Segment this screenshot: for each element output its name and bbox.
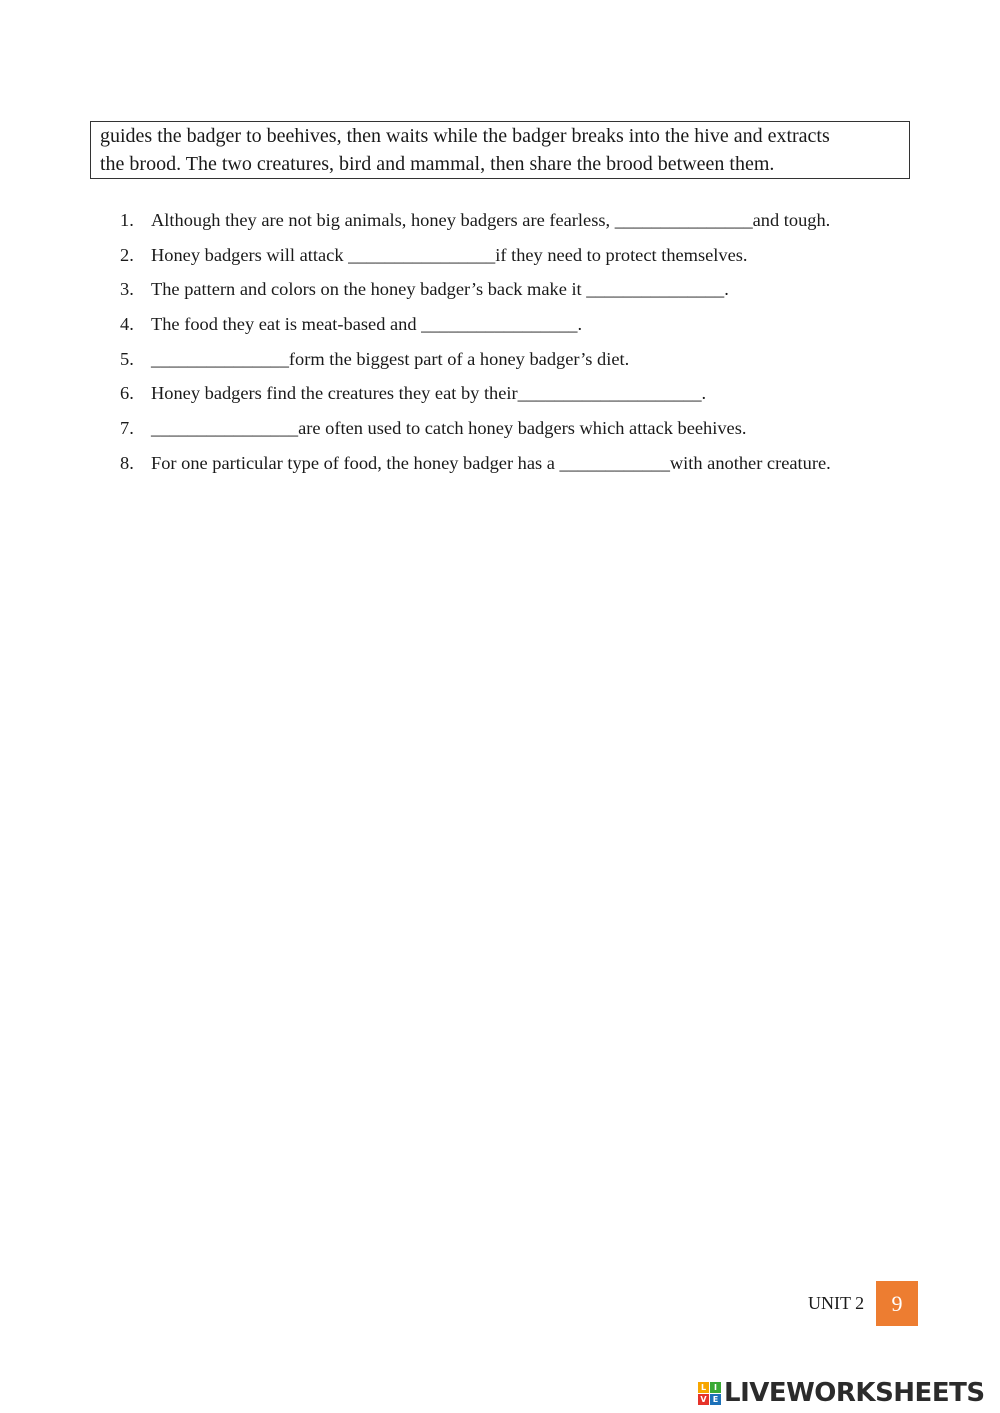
question-text: ________________are often used to catch honey badgers which attack beehives. (151, 418, 747, 439)
logo-mark-icon (698, 1382, 721, 1405)
question-item-5 (120, 342, 910, 377)
question-text: Honey badgers will attack ________________if they need to protect themselves. (151, 244, 748, 265)
question-item-2 (120, 238, 910, 273)
question-text: For one particular type of food, the honey badger has a ____________with another creature. (151, 452, 831, 473)
question-number: 4. (120, 314, 134, 335)
question-item-1 (120, 203, 910, 238)
logo-text: LIVEWORKSHEETS (724, 1378, 985, 1408)
page-number: 9 (891, 1291, 903, 1316)
question-text: _______________form the biggest part of a honey badger’s diet. (151, 348, 630, 369)
logo-mark-letter: I (710, 1382, 721, 1393)
question-number: 5. (120, 348, 134, 369)
passage-box (90, 121, 910, 179)
logo-mark-letter: V (698, 1394, 709, 1405)
question-number: 8. (120, 452, 134, 473)
question-text: The pattern and colors on the honey badger’s back make it _______________. (151, 279, 729, 300)
logo-mark-letter: E (710, 1394, 721, 1405)
page-number-badge (876, 1281, 918, 1326)
question-text: Honey badgers find the creatures they eat by their____________________. (151, 383, 707, 404)
question-item-4 (120, 307, 910, 342)
passage-line-1: guides the badger to beehives, then waits while the badger breaks into the hive and extracts (100, 125, 830, 147)
question-number: 3. (120, 279, 134, 300)
liveworksheets-logo (698, 1378, 985, 1408)
passage-line-2: the brood. The two creatures, bird and mammal, then share the brood between them. (100, 153, 775, 175)
question-text: Although they are not big animals, honey badgers are fearless, _______________and tough. (151, 210, 831, 230)
question-item-6 (120, 376, 910, 411)
question-item-3 (120, 272, 910, 307)
question-text: The food they eat is meat-based and _________________. (151, 314, 583, 335)
question-item-8 (120, 446, 910, 481)
question-item-7 (120, 411, 910, 446)
question-list (120, 203, 910, 481)
unit-label: UNIT 2 (808, 1293, 865, 1313)
question-number: 7. (120, 418, 134, 439)
question-number: 6. (120, 383, 134, 404)
question-number: 2. (120, 244, 134, 265)
logo-mark-letter: L (698, 1382, 709, 1393)
question-number: 1. (120, 210, 134, 230)
